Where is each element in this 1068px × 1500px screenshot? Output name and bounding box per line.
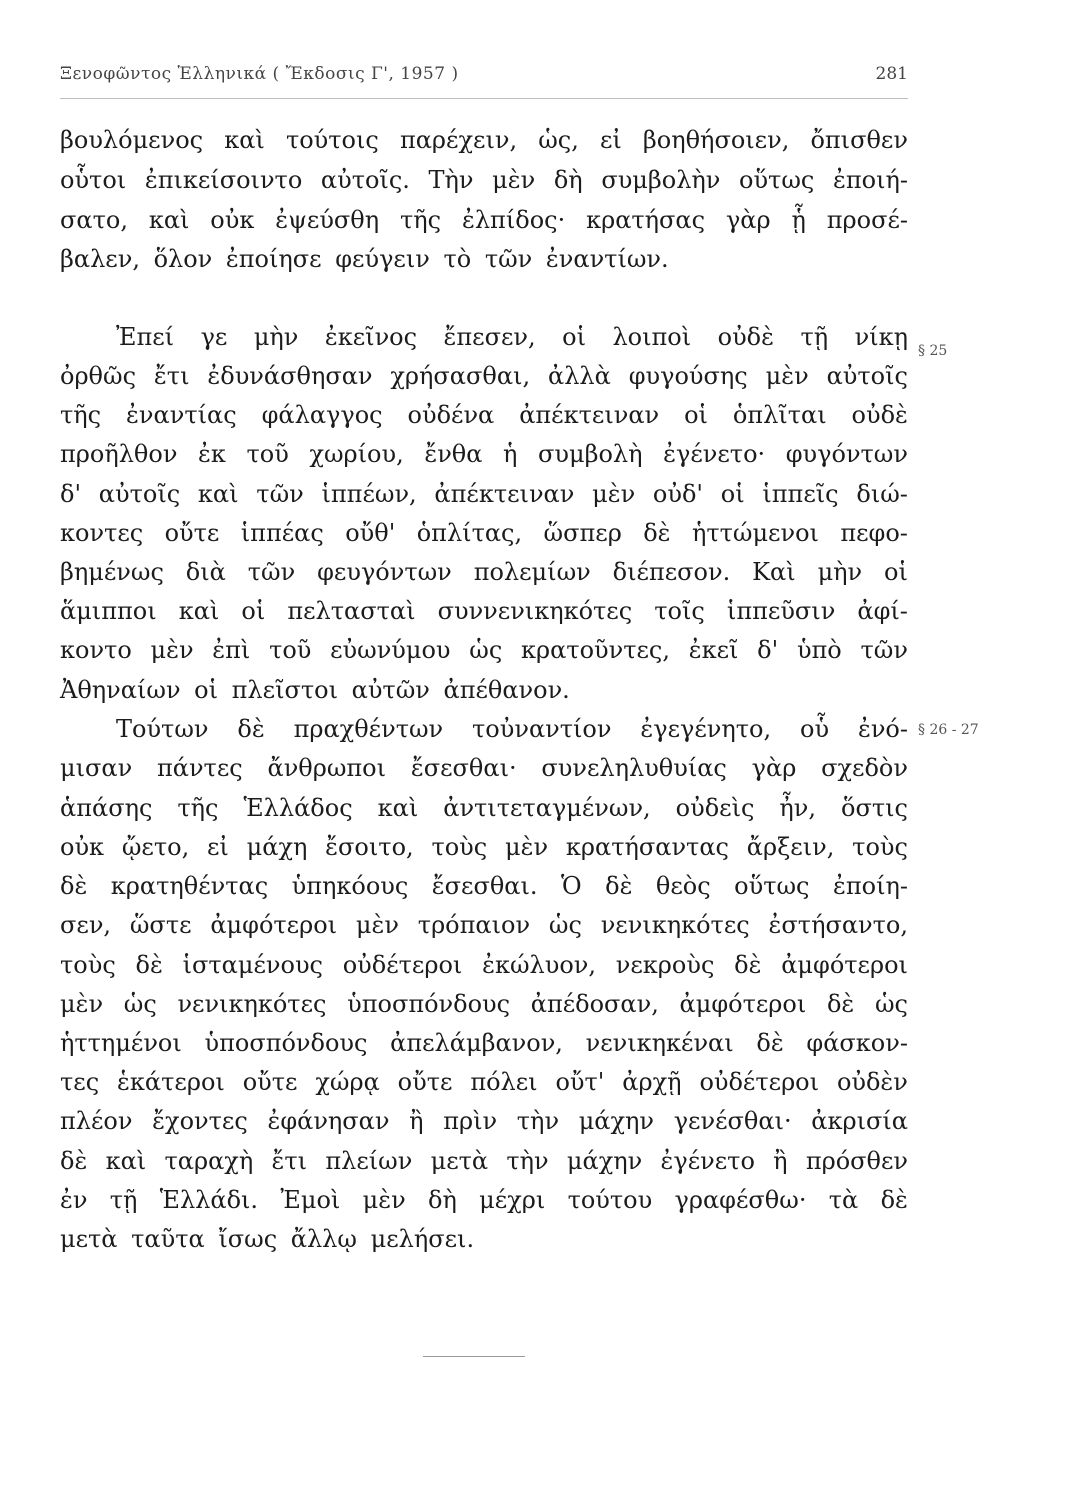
- text-line: τῆς ἐναντίας φάλαγγος οὐδένα ἀπέκτειναν οἱ ὁπλῖται οὐδὲ: [60, 401, 908, 429]
- text-line: κοντες οὔτε ἱππέας οὔθ' ὁπλίτας, ὥσπερ δὲ ἡττώμενοι πεφο-: [60, 519, 908, 547]
- text-line: δ' αὐτοῖς καὶ τῶν ἱππέων, ἀπέκτειναν μὲν οὐδ' οἱ ἱππεῖς διώ-: [60, 480, 908, 508]
- text-line: μετὰ ταῦτα ἴσως ἄλλῳ μελήσει.: [60, 1225, 475, 1253]
- text-line: κοντο μὲν ἐπὶ τοῦ εὐωνύμου ὡς κρατοῦντες, ἐκεῖ δ' ὑπὸ τῶν: [60, 636, 908, 664]
- running-title: Ξενοφῶντος Ἑλληνικά ( Ἔκδοσις Γ', 1957 ): [60, 64, 459, 84]
- text-line: βημένως διὰ τῶν φευγόντων πολεμίων διέπεσον. Καὶ μὴν οἱ: [60, 558, 908, 586]
- text-line: βαλεν, ὅλον ἐποίησε φεύγειν τὸ τῶν ἐναντίων.: [60, 245, 669, 273]
- text-line: σατο, καὶ οὐκ ἐψεύσθη τῆς ἐλπίδος· κρατήσας γὰρ ᾗ προσέ-: [60, 206, 908, 234]
- text-line: μὲν ὡς νενικηκότες ὑποσπόνδους ἀπέδοσαν, ἀμφότεροι δὲ ὡς: [60, 990, 908, 1018]
- header-rule: [60, 98, 908, 99]
- text-line: βουλόμενος καὶ τούτοις παρέχειν, ὡς, εἰ βοηθήσοιεν, ὄπισθεν: [60, 126, 908, 154]
- text-line: ὀρθῶς ἔτι ἐδυνάσθησαν χρήσασθαι, ἀλλὰ φυγούσης μὲν αὐτοῖς: [60, 362, 908, 390]
- text-line: δὲ κρατηθέντας ὑπηκόους ἔσεσθαι. Ὁ δὲ θεὸς οὕτως ἐποίη-: [60, 872, 908, 900]
- text-line: οὐκ ᾤετο, εἰ μάχη ἔσοιτο, τοὺς μὲν κρατήσαντας ἄρξειν, τοὺς: [60, 833, 908, 861]
- text-line: σεν, ὥστε ἀμφότεροι μὲν τρόπαιον ὡς νενικηκότες ἐστήσαντο,: [60, 911, 908, 939]
- page-number: 281: [875, 64, 908, 84]
- text-line: Τούτων δὲ πραχθέντων τοὐναντίον ἐγεγένητο, οὗ ἐνό-: [116, 715, 908, 743]
- text-line: προῆλθον ἐκ τοῦ χωρίου, ἔνθα ἡ συμβολὴ ἐγένετο· φυγόντων: [60, 440, 908, 468]
- text-line: τοὺς δὲ ἱσταμένους οὐδέτεροι ἐκώλυον, νεκροὺς δὲ ἀμφότεροι: [60, 951, 908, 979]
- text-line: οὗτοι ἐπικείσοιντο αὐτοῖς. Τὴν μὲν δὴ συμβολὴν οὕτως ἐποιή-: [60, 166, 908, 194]
- text-line: ἅμιπποι καὶ οἱ πελτασταὶ συννενικηκότες τοῖς ἱππεῦσιν ἀφί-: [60, 597, 908, 625]
- text-line: ἐν τῇ Ἑλλάδι. Ἐμοὶ μὲν δὴ μέχρι τούτου γραφέσθω· τὰ δὲ: [60, 1186, 908, 1214]
- end-rule: [423, 1356, 525, 1357]
- text-line: ἡττημένοι ὑποσπόνδους ἀπελάμβανον, νενικηκέναι δὲ φάσκον-: [60, 1029, 908, 1057]
- text-line: πλέον ἔχοντες ἐφάνησαν ἢ πρὶν τὴν μάχην γενέσθαι· ἀκρισία: [60, 1107, 908, 1135]
- section-marker-26-27: § 26 - 27: [918, 722, 979, 738]
- text-line: ἁπάσης τῆς Ἑλλάδος καὶ ἀντιτεταγμένων, οὐδεὶς ἦν, ὅστις: [60, 794, 908, 822]
- text-line: Ἐπεί γε μὴν ἐκεῖνος ἔπεσεν, οἱ λοιποὶ οὐδὲ τῇ νίκῃ: [116, 323, 908, 351]
- text-line: μισαν πάντες ἄνθρωποι ἔσεσθαι· συνεληλυθυίας γὰρ σχεδὸν: [60, 754, 908, 782]
- text-line: Ἀθηναίων οἱ πλεῖστοι αὐτῶν ἀπέθανον.: [60, 676, 570, 704]
- section-marker-25: § 25: [918, 343, 948, 359]
- text-line: τες ἑκάτεροι οὔτε χώρᾳ οὔτε πόλει οὔτ' ἀρχῇ οὐδέτεροι οὐδὲν: [60, 1068, 908, 1096]
- text-line: δὲ καὶ ταραχὴ ἔτι πλείων μετὰ τὴν μάχην ἐγένετο ἢ πρόσθεν: [60, 1147, 908, 1175]
